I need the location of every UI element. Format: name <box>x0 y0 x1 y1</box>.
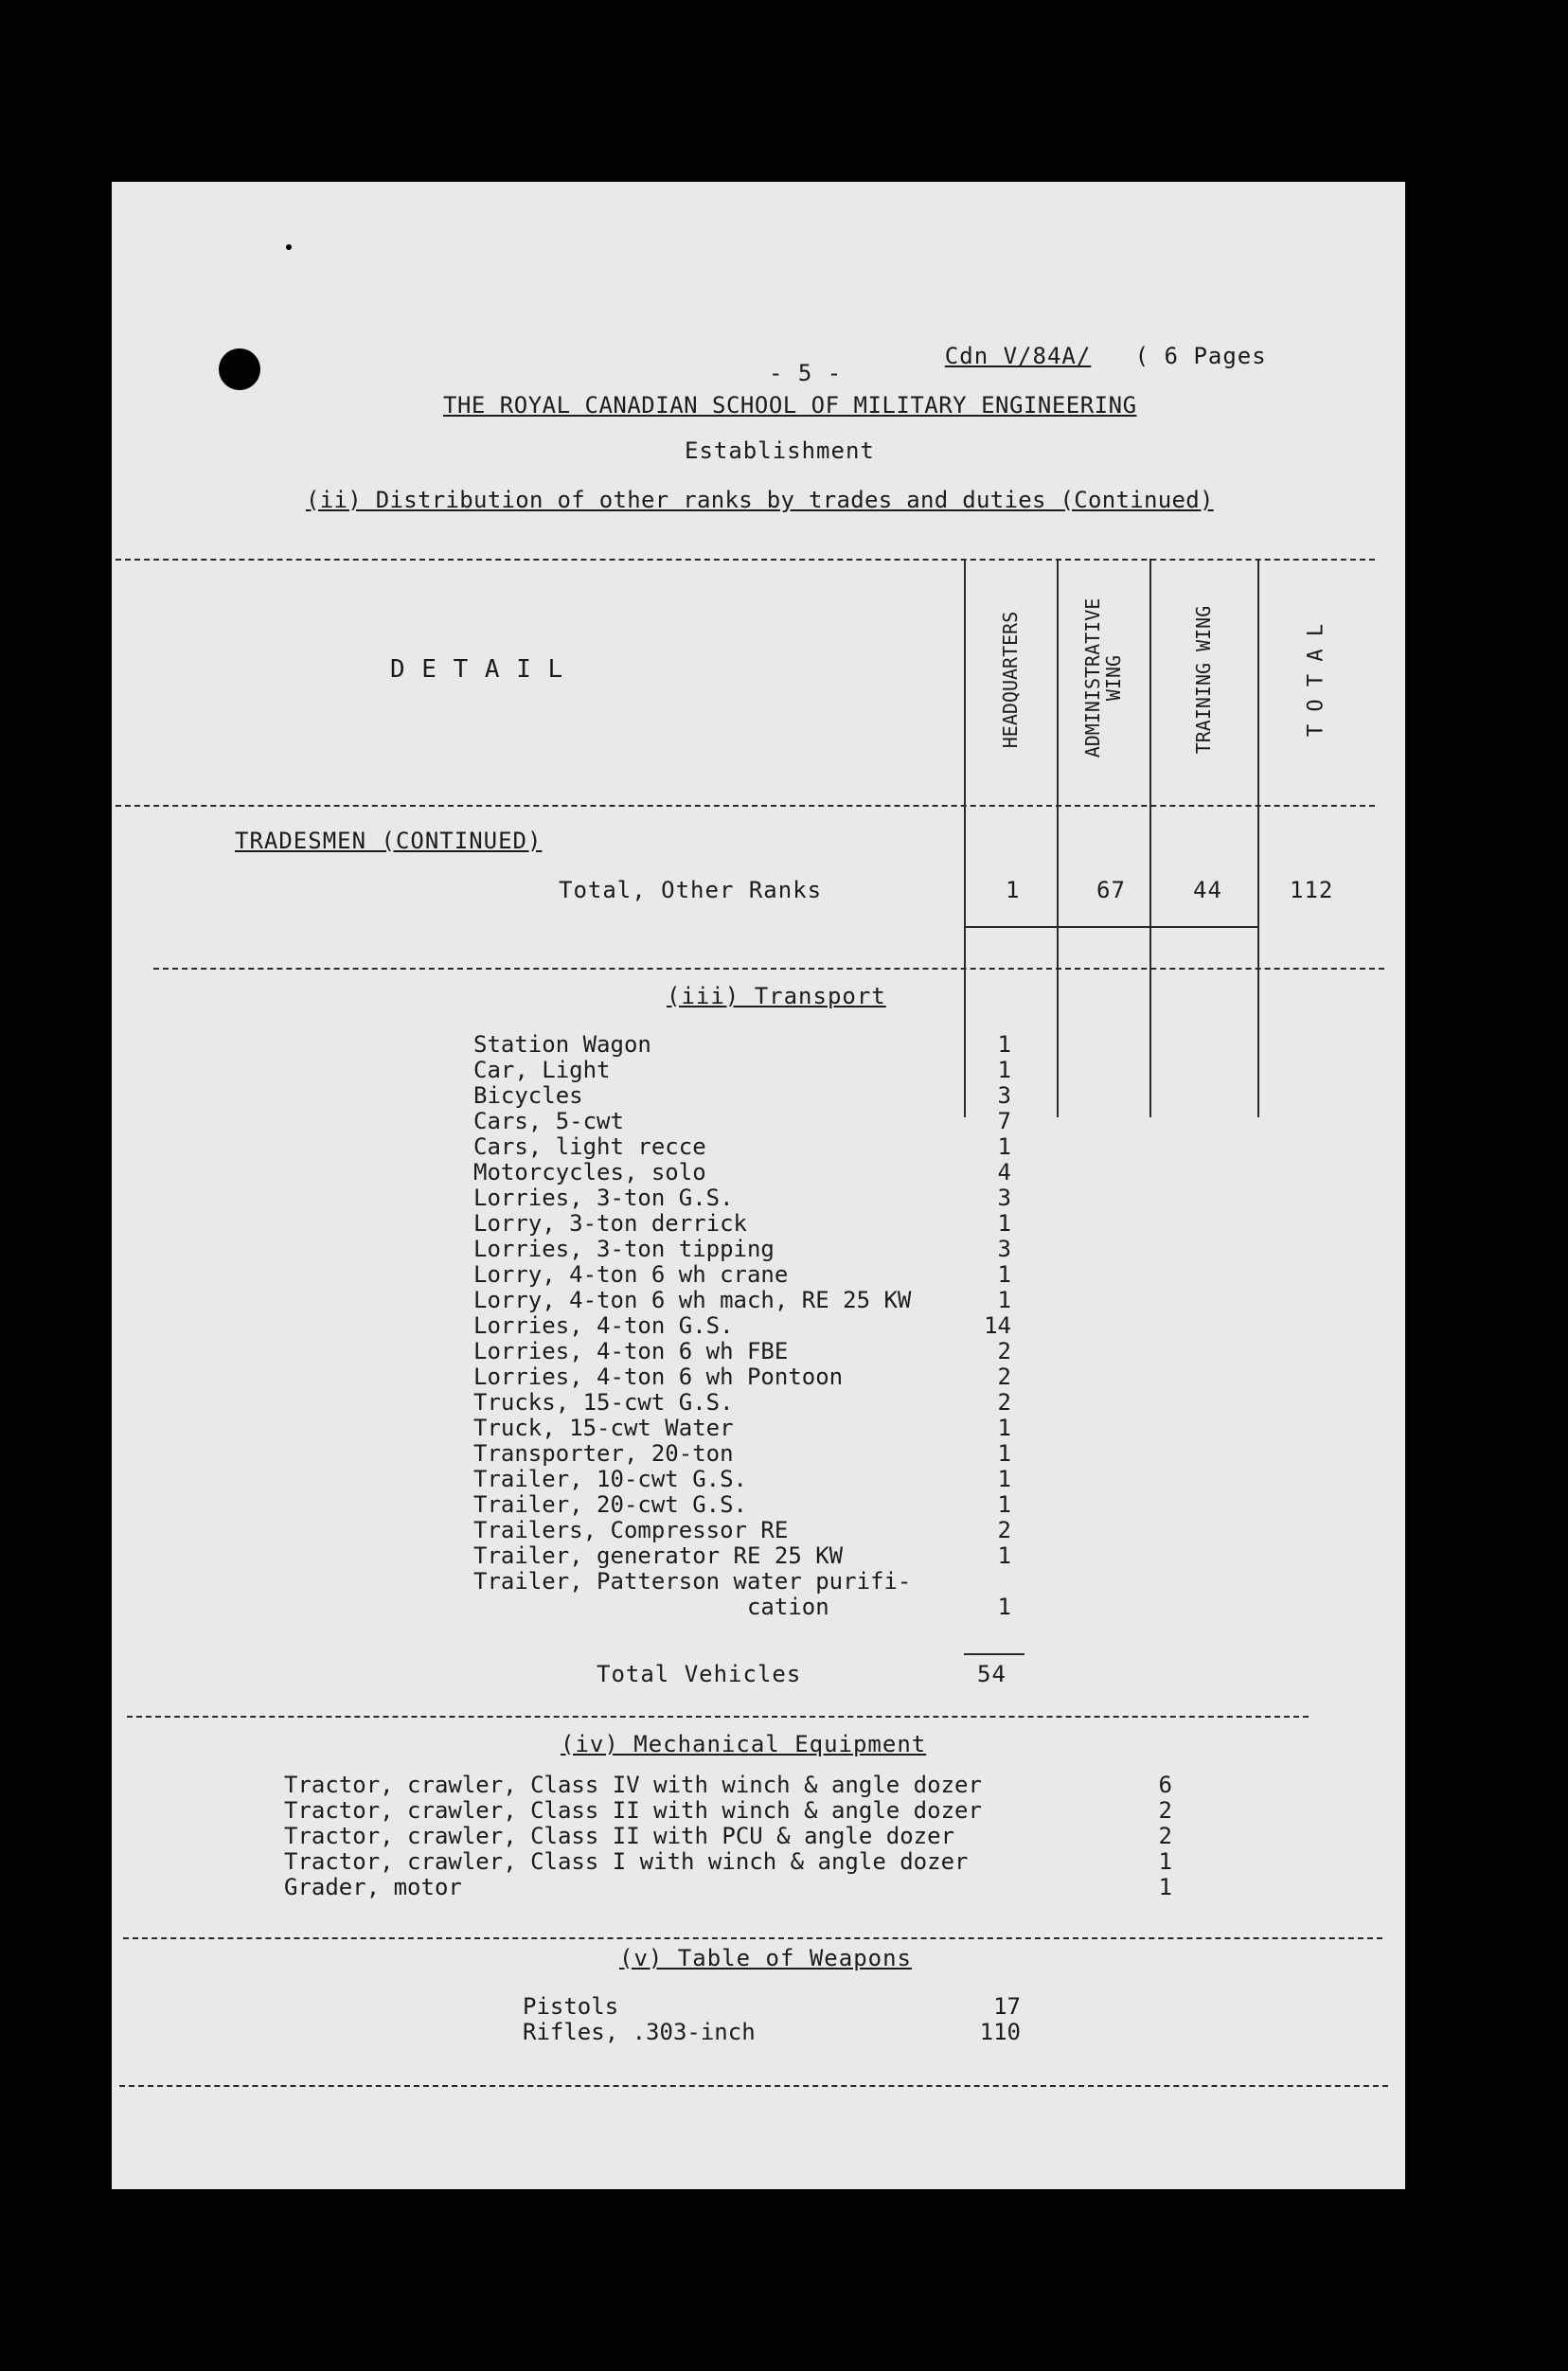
weapons-title: (v) Table of Weapons <box>619 1945 912 1971</box>
list-item: Station Wagon <box>473 1031 651 1058</box>
list-item: Lorry, 4-ton 6 wh mach, RE 25 KW <box>473 1287 912 1313</box>
list-item-qty: 1 <box>997 1491 1011 1518</box>
list-item-qty: 1 <box>997 1466 1011 1492</box>
table-header-rule <box>116 805 1375 807</box>
list-item: Lorries, 4-ton 6 wh Pontoon <box>473 1364 844 1390</box>
list-item: Lorry, 3-ton derrick <box>473 1210 747 1237</box>
section-rule <box>119 2085 1388 2087</box>
list-item-qty: 7 <box>997 1108 1011 1134</box>
list-item-qty: 1 <box>997 1594 1011 1620</box>
list-item: Trailer, 20-cwt G.S. <box>473 1491 747 1518</box>
list-item: Transporter, 20-ton <box>473 1440 734 1467</box>
col-header-hq: HEADQUARTERS <box>999 611 1022 749</box>
list-item: Tractor, crawler, Class IV with winch & angle dozer <box>284 1772 982 1798</box>
total-all: 112 <box>1290 877 1334 903</box>
col-divider <box>1057 559 1059 1117</box>
list-item: Lorry, 4-ton 6 wh crane <box>473 1261 789 1288</box>
list-item-qty: 3 <box>997 1236 1011 1262</box>
list-item: Lorries, 3-ton tipping <box>473 1236 775 1262</box>
list-item: Trailers, Compressor RE <box>473 1517 789 1543</box>
list-item-qty: 110 <box>979 2019 1021 2045</box>
list-item-qty: 17 <box>993 1993 1021 2020</box>
group-label: TRADESMEN (CONTINUED) <box>235 828 543 854</box>
list-item-qty: 1 <box>997 1415 1011 1441</box>
list-item-qty: 2 <box>997 1338 1011 1364</box>
list-item: Pistols <box>523 1993 619 2020</box>
list-item-qty: 2 <box>1158 1797 1172 1824</box>
total-training: 44 <box>1193 877 1222 903</box>
list-item: Rifles, .303-inch <box>523 2019 756 2045</box>
list-item-qty: 1 <box>997 1287 1011 1313</box>
transport-total-label: Total Vehicles <box>597 1661 802 1687</box>
table-bottom-rule <box>153 968 1384 970</box>
list-item-qty: 1 <box>997 1057 1011 1083</box>
list-item: Trailer, generator RE 25 KW <box>473 1542 844 1569</box>
col-divider <box>964 559 966 1117</box>
total-admin: 67 <box>1096 877 1126 903</box>
document-page <box>112 182 1405 2189</box>
page-number: - 5 - <box>769 360 843 386</box>
section-rule <box>123 1937 1382 1939</box>
total-hq: 1 <box>1006 877 1021 903</box>
table-top-rule <box>116 559 1375 561</box>
col-divider <box>1257 559 1259 1117</box>
list-item-qty: 2 <box>1158 1823 1172 1849</box>
list-item-qty: 1 <box>997 1440 1011 1467</box>
list-item-qty: 1 <box>997 1542 1011 1569</box>
col-header-training: TRAINING WING <box>1192 605 1215 755</box>
mech-title: (iv) Mechanical Equipment <box>561 1731 927 1757</box>
section-rule <box>127 1716 1309 1718</box>
list-item-qty: 6 <box>1158 1772 1172 1798</box>
subtitle: Establishment <box>685 437 875 464</box>
list-item: Trucks, 15-cwt G.S. <box>473 1389 734 1416</box>
transport-sum-rule <box>964 1653 1025 1655</box>
list-item: Cars, light recce <box>473 1133 706 1160</box>
list-item: Truck, 15-cwt Water <box>473 1415 734 1441</box>
list-item: Lorries, 3-ton G.S. <box>473 1185 734 1211</box>
list-item-qty: 2 <box>997 1364 1011 1390</box>
list-item-qty: 3 <box>997 1082 1011 1109</box>
school-title: THE ROYAL CANADIAN SCHOOL OF MILITARY ENGINEERING <box>443 392 1137 419</box>
section-ii-title: (ii) Distribution of other ranks by trades and duties (Continued) <box>306 487 1214 513</box>
detail-header: D E T A I L <box>390 655 564 684</box>
col-header-admin: ADMINISTRATIVE WING <box>1081 597 1125 758</box>
list-item: Lorries, 4-ton G.S. <box>473 1312 734 1339</box>
col-divider <box>1149 559 1151 1117</box>
col-header-total: T O T A L <box>1304 623 1328 738</box>
list-item: Grader, motor <box>284 1874 462 1900</box>
list-item-qty: 1 <box>1158 1874 1172 1900</box>
list-item: Bicycles <box>473 1082 583 1109</box>
list-item: Car, Light <box>473 1057 611 1083</box>
list-item: Lorries, 4-ton 6 wh FBE <box>473 1338 789 1364</box>
ink-dot <box>286 244 292 250</box>
list-item-qty: 2 <box>997 1517 1011 1543</box>
list-item-qty: 1 <box>997 1210 1011 1237</box>
list-item-qty: 14 <box>984 1312 1011 1339</box>
list-item: Tractor, crawler, Class II with PCU & angle dozer <box>284 1823 955 1849</box>
list-item: Motorcycles, solo <box>473 1159 706 1186</box>
list-item-qty: 1 <box>997 1133 1011 1160</box>
list-item-qty: 2 <box>997 1389 1011 1416</box>
list-item-qty: 1 <box>997 1261 1011 1288</box>
document-ref: Cdn V/84A/ ( 6 Pages <box>944 343 1267 369</box>
list-item: Trailer, Patterson water purifi- <box>473 1568 912 1595</box>
list-item: cation <box>473 1594 829 1620</box>
list-item: Tractor, crawler, Class II with winch & angle dozer <box>284 1797 982 1824</box>
transport-title: (iii) Transport <box>667 983 886 1009</box>
list-item-qty: 3 <box>997 1185 1011 1211</box>
list-item: Cars, 5-cwt <box>473 1108 624 1134</box>
total-row-label: Total, Other Ranks <box>559 877 823 903</box>
transport-total-value: 54 <box>977 1661 1007 1687</box>
list-item: Trailer, 10-cwt G.S. <box>473 1466 747 1492</box>
punch-hole <box>219 348 260 390</box>
list-item-qty: 1 <box>997 1031 1011 1058</box>
list-item-qty: 1 <box>1158 1848 1172 1875</box>
list-item-qty: 4 <box>997 1159 1011 1186</box>
total-row-rule <box>964 926 1257 928</box>
list-item: Tractor, crawler, Class I with winch & angle dozer <box>284 1848 969 1875</box>
